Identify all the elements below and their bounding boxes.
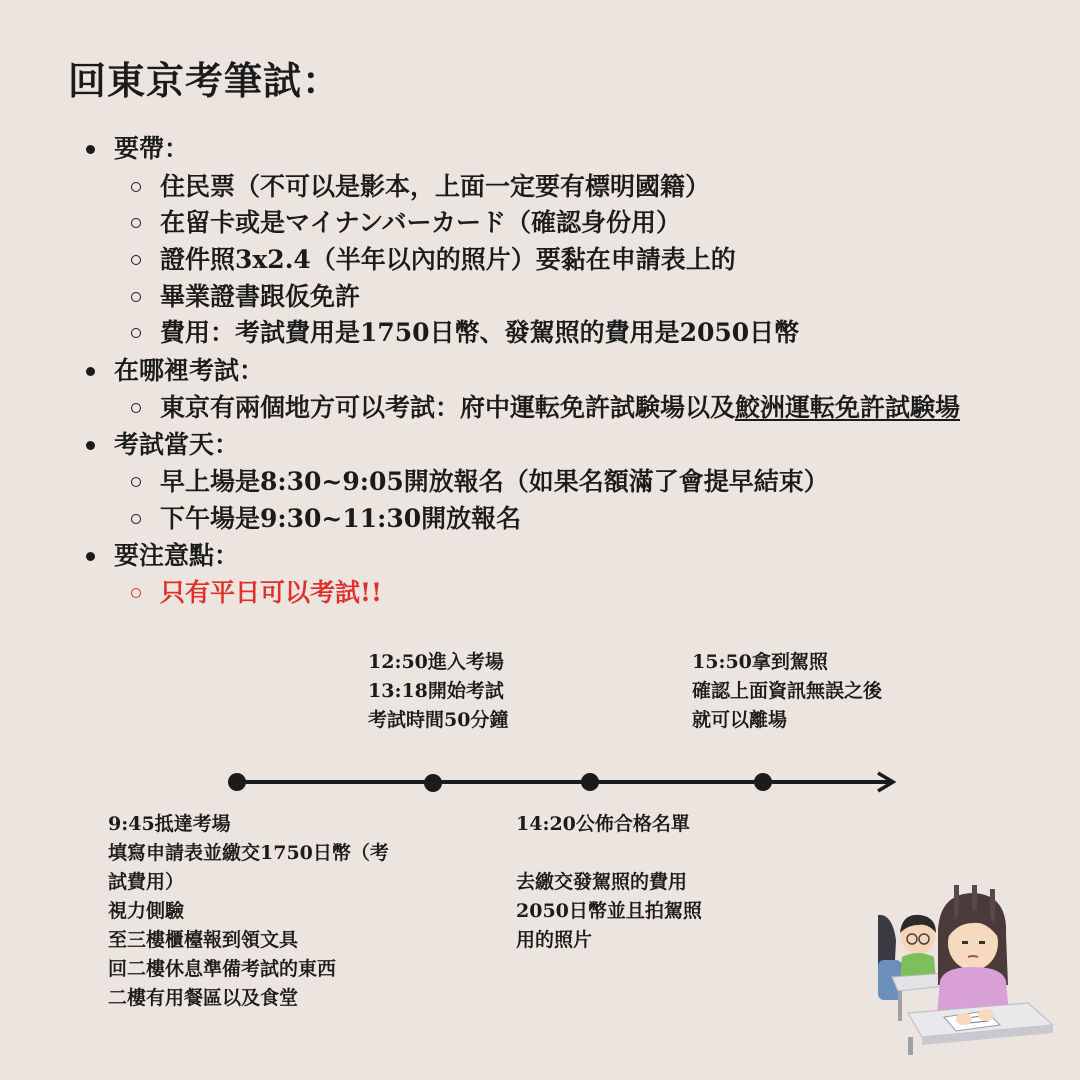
page-title: 回東京考筆試： [68, 58, 342, 103]
notice-weekday-only: 只有平日可以考試!! [160, 578, 382, 607]
bring-item-residence-card: 在留卡或是マイナンバーカード（確認身份用） [160, 208, 682, 237]
timeline-dot-license [754, 773, 772, 791]
bring-label: 要帶： [114, 134, 190, 163]
bring-item-resident-card: 住民票（不可以是影本，上面一定要有標明國籍） [160, 172, 711, 201]
timeline-dot-results [581, 773, 599, 791]
samezu-link[interactable]: 鮫洲運転免許試験場 [735, 393, 961, 422]
bring-item-certificate: 畢業證書跟仮免許 [160, 282, 361, 311]
timeline-event-exam: 12:50進入考場 13:18開始考試 考試時間50分鐘 [368, 651, 509, 731]
timeline-event-license: 15:50拿到駕照 確認上面資訊無誤之後 就可以離場 [692, 651, 883, 731]
exam-day-morning: 早上場是8:30~9:05開放報名（如果名額滿了會提早結束） [160, 467, 829, 496]
timeline-event-arrival: 9:45抵達考場 填寫申請表並繳交1750日幣（考 試費用） 視力側驗 至三樓櫃檯報到領文具 回二樓休息準備考試的東西 二樓有用餐區以及食堂 [108, 813, 389, 1009]
exam-day-afternoon: 下午場是9:30~11:30開放報名 [160, 504, 522, 533]
timeline-dot-arrival [228, 773, 246, 791]
location-text: 東京有兩個地方可以考試：府中運転免許試験場以及 [160, 393, 736, 422]
students-exam-illustration [878, 885, 1053, 1055]
exam-day-label: 考試當天： [114, 430, 240, 459]
timeline-event-results: 14:20公佈合格名單 去繳交發駕照的費用 2050日幣並且拍駕照 用的照片 [516, 813, 702, 951]
bring-item-fees: 費用：考試費用是1750日幣、發駕照的費用是2050日幣 [160, 318, 800, 347]
location-label: 在哪裡考試： [114, 356, 265, 385]
bring-item-photo: 證件照3x2.4（半年以內的照片）要黏在申請表上的 [160, 245, 736, 274]
timeline-dot-exam [424, 774, 442, 792]
notice-label: 要注意點： [114, 541, 240, 570]
